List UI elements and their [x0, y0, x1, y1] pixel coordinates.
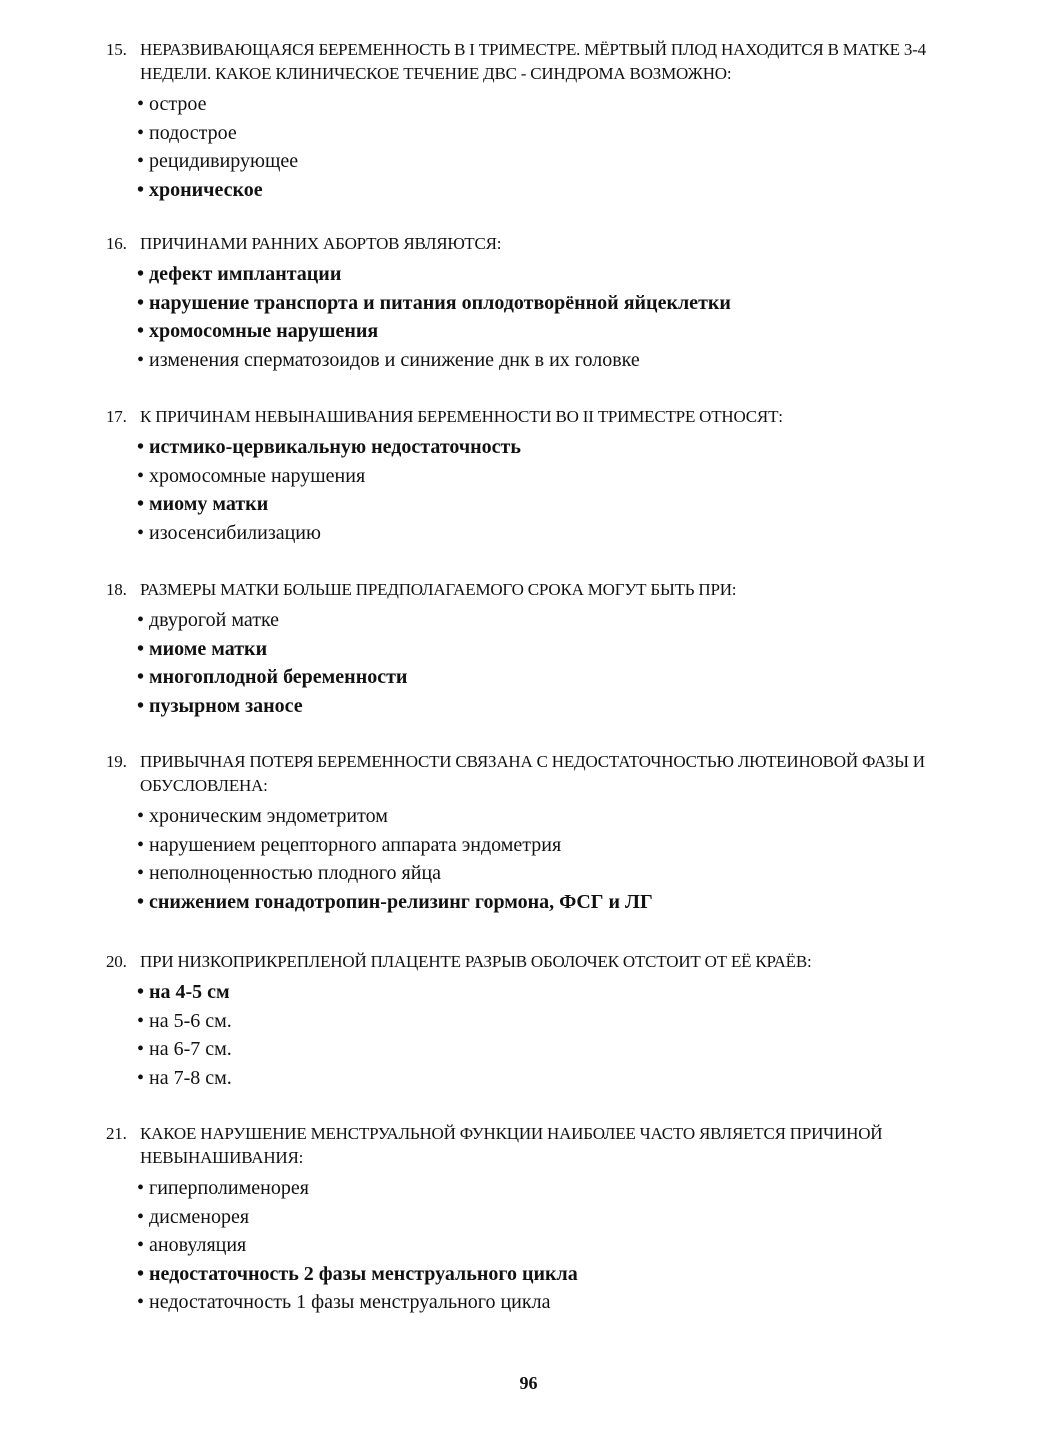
bullet-icon: •	[137, 1177, 145, 1199]
answer-option: • изменения сперматозоидов и синижение днк в их головке	[137, 346, 976, 375]
question-text: ПРИЧИНАМИ РАННИХ АБОРТОВ ЯВЛЯЮТСЯ:	[140, 234, 502, 253]
bullet-icon: •	[137, 694, 145, 717]
bullet-icon: •	[137, 291, 145, 314]
question-16	[106, 232, 976, 374]
question-text: ПРИ НИЗКОПРИКРЕПЛЕНОЙ ПЛАЦЕНТЕ РАЗРЫВ ОБОЛОЧЕК ОТСТОИТ ОТ ЕЁ КРАЁВ:	[140, 952, 812, 971]
answer-option: • двурогой матке	[137, 606, 976, 635]
answer-option: • рецидивирующее	[137, 147, 976, 176]
question-18	[106, 578, 976, 720]
answer-option-correct: • истмико-цервикальную недостаточность	[137, 433, 976, 462]
question-21	[106, 1122, 976, 1317]
answer-option: • изосенсибилизацию	[137, 519, 976, 548]
question-20	[106, 950, 976, 1092]
bullet-icon: •	[137, 178, 145, 201]
answer-option: • ановуляция	[137, 1231, 976, 1260]
bullet-icon: •	[137, 1234, 145, 1256]
question-text: НЕРАЗВИВАЮЩАЯСЯ БЕРЕМЕННОСТЬ В I ТРИМЕСТРЕ. МЁРТВЫЙ ПЛОД НАХОДИТСЯ В МАТКЕ 3-4 НЕДЕЛИ. КАКОЕ КЛИНИЧЕСКОЕ ТЕЧЕНИЕ ДВС - СИНДРОМА ВОЗМОЖНО:	[140, 40, 926, 83]
question-number: 21.	[106, 1124, 127, 1143]
bullet-icon: •	[137, 862, 145, 884]
question-text: РАЗМЕРЫ МАТКИ БОЛЬШЕ ПРЕДПОЛАГАЕМОГО СРОКА МОГУТ БЫТЬ ПРИ:	[140, 580, 737, 599]
answer-list	[106, 978, 976, 1092]
bullet-icon: •	[137, 348, 145, 371]
answer-option-correct: • миому матки	[137, 490, 976, 519]
answer-option-correct: • пузырном заносе	[137, 692, 976, 721]
bullet-icon: •	[137, 1262, 145, 1285]
bullet-icon: •	[137, 637, 145, 660]
answer-option: • на 7-8 см.	[137, 1064, 976, 1093]
bullet-icon: •	[137, 666, 145, 688]
answer-option: • острое	[137, 90, 976, 119]
bullet-icon: •	[137, 121, 145, 144]
answer-option-correct: • на 4-5 см	[137, 978, 976, 1007]
answer-option: • нарушением рецепторного аппарата эндометрия	[137, 831, 976, 860]
bullet-icon: •	[137, 1205, 145, 1228]
bullet-icon: •	[137, 609, 145, 631]
page-number: 96	[519, 1373, 538, 1393]
answer-option: • недостаточность 1 фазы менструального цикла	[137, 1288, 976, 1317]
bullet-icon: •	[137, 93, 145, 115]
question-text: ПРИВЫЧНАЯ ПОТЕРЯ БЕРЕМЕННОСТИ СВЯЗАНА С НЕДОСТАТОЧНОСТЬЮ ЛЮТЕИНОВОЙ ФАЗЫ И ОБУСЛОВЛЕНА:	[140, 752, 925, 795]
bullet-icon: •	[137, 1291, 145, 1313]
answer-option: • неполноценностью плодного яйца	[137, 859, 976, 888]
answer-option: • гиперполименорея	[137, 1174, 976, 1203]
answer-option-correct: • хромосомные нарушения	[137, 317, 976, 346]
bullet-icon: •	[137, 263, 145, 285]
answer-list	[106, 802, 976, 916]
answer-option-correct: • многоплодной беременности	[137, 663, 976, 692]
answer-option: • хроническим эндометритом	[137, 802, 976, 831]
answer-option: • подострое	[137, 119, 976, 148]
question-17	[106, 405, 976, 547]
bullet-icon: •	[137, 436, 145, 458]
bullet-icon: •	[137, 320, 145, 342]
bullet-icon: •	[137, 150, 145, 172]
bullet-icon: •	[137, 493, 145, 515]
question-15	[106, 38, 976, 204]
bullet-icon: •	[137, 1038, 145, 1060]
question-number: 20.	[106, 952, 127, 971]
answer-list	[106, 260, 976, 374]
bullet-icon: •	[137, 805, 145, 827]
question-number: 19.	[106, 752, 127, 771]
answer-list	[106, 1174, 976, 1317]
bullet-icon: •	[137, 833, 145, 856]
question-number: 15.	[106, 40, 127, 59]
question-number: 16.	[106, 234, 127, 253]
answer-option: • на 5-6 см.	[137, 1007, 976, 1036]
answer-option-correct: • нарушение транспорта и питания оплодотворённой яйцеклетки	[137, 289, 976, 318]
question-text: К ПРИЧИНАМ НЕВЫНАШИВАНИЯ БЕРЕМЕННОСТИ ВО II ТРИМЕСТРЕ ОТНОСЯТ:	[140, 407, 783, 426]
answer-option-correct: • хроническое	[137, 176, 976, 205]
answer-list	[106, 606, 976, 720]
question-number: 18.	[106, 580, 127, 599]
question-number: 17.	[106, 407, 127, 426]
bullet-icon: •	[137, 981, 145, 1003]
answer-option-correct: • дефект имплантации	[137, 260, 976, 289]
answer-option: • дисменорея	[137, 1203, 976, 1232]
bullet-icon: •	[137, 521, 145, 544]
bullet-icon: •	[137, 890, 145, 913]
answer-option-correct: • снижением гонадотропин-релизинг гормона, ФСГ и ЛГ	[137, 888, 976, 917]
question-19	[106, 750, 976, 916]
bullet-icon: •	[137, 1066, 145, 1089]
answer-list	[106, 90, 976, 204]
answer-option-correct: • миоме матки	[137, 635, 976, 664]
answer-option: • на 6-7 см.	[137, 1035, 976, 1064]
answer-option-correct: • недостаточность 2 фазы менструального цикла	[137, 1260, 976, 1289]
bullet-icon: •	[137, 1009, 145, 1032]
answer-option: • хромосомные нарушения	[137, 462, 976, 491]
answer-list	[106, 433, 976, 547]
bullet-icon: •	[137, 464, 145, 487]
question-text: КАКОЕ НАРУШЕНИЕ МЕНСТРУАЛЬНОЙ ФУНКЦИИ НАИБОЛЕЕ ЧАСТО ЯВЛЯЕТСЯ ПРИЧИНОЙ НЕВЫНАШИВАНИЯ:	[140, 1124, 883, 1167]
